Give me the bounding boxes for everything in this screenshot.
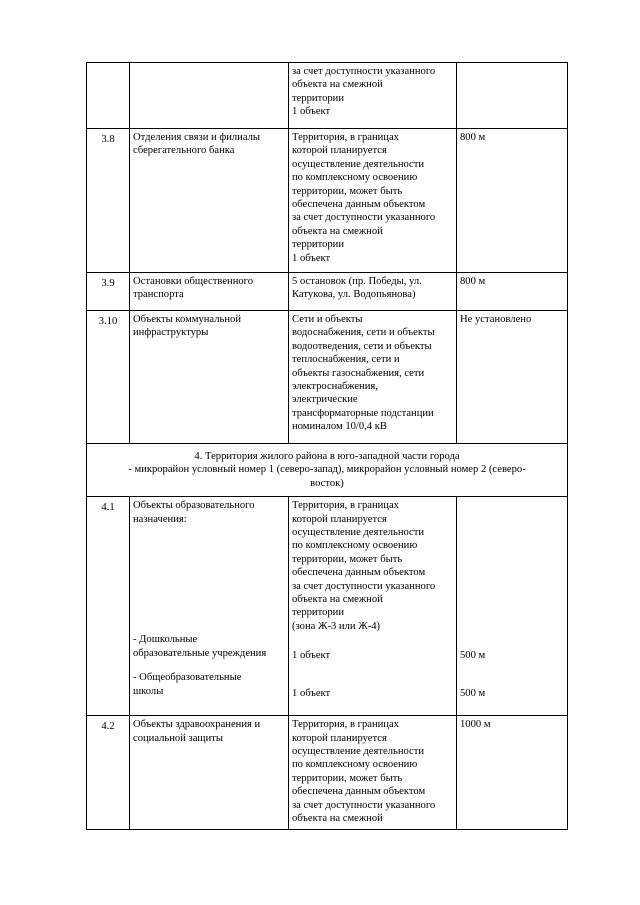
row-number: 3.10 [87,311,130,444]
accessibility-distance-cell [457,497,568,716]
object-description: 5 остановок (пр. Победы, ул. Катукова, ул. Водопьянова) [289,273,457,311]
subitem-name: - Общеобразовательные школы [133,672,242,697]
subitem-distance: 500 м [460,650,486,662]
object-name: Отделения связи и филиалы сберегательного банка [130,129,289,273]
row-number [87,63,130,129]
table-row [87,273,568,311]
row-number: 3.8 [87,129,130,273]
accessibility-distance: 1000 м [457,716,568,830]
object-name: Остановки общественного транспорта [130,273,289,311]
object-description-cell [289,497,457,716]
subitem-description: 1 объект [292,688,331,700]
object-name: Объекты образовательного назначения: [133,500,255,525]
table-row [87,497,568,716]
section-title: 4. Территория жилого района в юго-западной части города - микрорайон условный номер 1 (северо-запад), микрорайон условный номер 2 (северо- восток) [87,444,568,497]
object-description: Территория, в границах которой планируется осуществление деятельности по комплексному освоению территории, может быть обеспечена данным объектом за счет доступности указанного объекта на смежной территории (зона Ж-3 или Ж-4) [292,500,436,632]
table-row [87,311,568,444]
object-name [130,63,289,129]
accessibility-distance [457,63,568,129]
document-page [86,62,567,830]
row-number: 3.9 [87,273,130,311]
subitem-distance: 500 м [460,688,486,700]
table-row [87,716,568,830]
row-number: 4.2 [87,716,130,830]
object-name: Объекты коммунальной инфраструктуры [130,311,289,444]
section-heading-row [87,444,568,497]
norms-table [86,62,568,830]
table-row [87,129,568,273]
accessibility-distance: Не установлено [457,311,568,444]
object-name: Объекты здравоохранения и социальной защиты [130,716,289,830]
object-name-cell [130,497,289,716]
subitem-name: - Дошкольные образовательные учреждения [133,634,267,659]
row-number: 4.1 [87,497,130,716]
subitem-description: 1 объект [292,650,331,662]
object-description: Территория, в границах которой планируется осуществление деятельности по комплексному освоению территории, может быть обеспечена данным объектом за счет доступности указанного объекта на смежной территории 1 объект [289,129,457,273]
object-description: за счет доступности указанного объекта на смежной территории 1 объект [289,63,457,129]
table-row [87,63,568,129]
object-description: Сети и объекты водоснабжения, сети и объекты водоотведения, сети и объекты теплоснабжения, сети и объекты газоснабжения, сети электроснабжения, электрические трансформаторные подстанции номиналом 10/0,4 кВ [289,311,457,444]
accessibility-distance: 800 м [457,129,568,273]
object-description: Территория, в границах которой планируется осуществление деятельности по комплексному освоению территории, может быть обеспечена данным объектом за счет доступности указанного объекта на смежной [289,716,457,830]
accessibility-distance: 800 м [457,273,568,311]
